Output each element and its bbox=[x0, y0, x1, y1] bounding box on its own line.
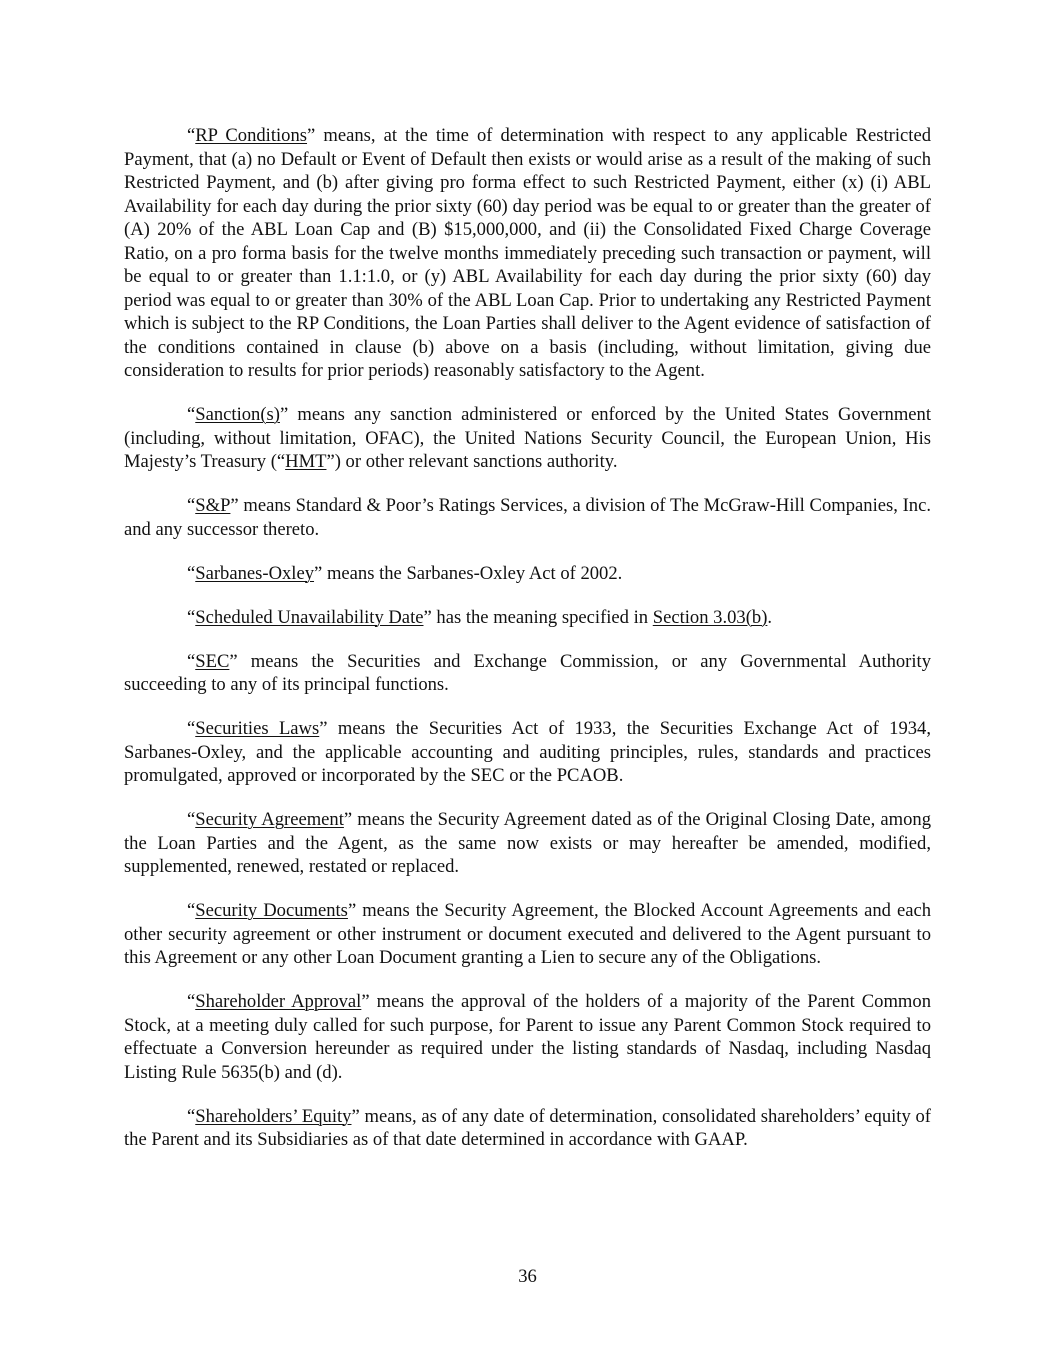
definition-rp-conditions bbox=[124, 124, 931, 383]
definition-sarbanes-oxley bbox=[124, 562, 931, 586]
open-quote: “ bbox=[187, 718, 196, 739]
defined-term: Shareholder Approval bbox=[195, 991, 362, 1012]
open-quote: “ bbox=[187, 900, 196, 921]
defined-term: Sarbanes-Oxley bbox=[195, 562, 315, 584]
definition-text-end: . bbox=[767, 606, 773, 628]
definition-text: means the Sarbanes-Oxley Act of 2002. bbox=[322, 562, 623, 584]
close-quote: ” bbox=[314, 562, 323, 584]
open-quote: “ bbox=[187, 125, 196, 146]
open-quote: “ bbox=[187, 562, 196, 584]
defined-term: Securities Laws bbox=[195, 718, 320, 739]
open-quote: “ bbox=[187, 1105, 196, 1127]
defined-term: Security Documents bbox=[195, 900, 348, 921]
definition-text: means the Security Agreement dated as of the Original Closing Date, among the Loan Parties and the Agent, as the same now exists or may hereafter be amended, modified, supplemented, renewed, restated or replaced. bbox=[124, 809, 931, 877]
open-quote: “ bbox=[187, 650, 196, 672]
definition-text: means the Securities Act of 1933, the Securities Exchange Act of 1934, Sarbanes-Oxley, and the applicable accounting and auditing principles, rules, standards and practices promulgated, approved or incorporated by the SEC or the PCAOB. bbox=[124, 718, 932, 786]
definition-text: means, at the time of determination with respect to any applicable Restricted Payment, that (a) no Default or Event of Default then exists or would arise as a result of the making of such Restricted Payment, and (b) after giving pro forma effect to such Restricted Payment, either (x) (i) ABL Availability for each day during the prior sixty (60) day period was be equal to or greater than the greater of (A) 20% of the ABL Loan Cap and (B) $15,000,000, and (ii) the Consolidated Fixed Charge Coverage Ratio, on a pro forma basis for the twelve months immediately preceding such transaction or payment, will be equal to or greater than 1.1:1.0, or (y) ABL Availability for each day during the prior sixty (60) day period was equal to or greater than 30% of the ABL Loan Cap. Prior to undertaking any Restricted Payment which is subject to the RP Conditions, the Loan Parties shall deliver to the Agent evidence of satisfaction of the conditions contained in clause (b) above on a basis (including, without limitation, giving due consideration to results for prior periods) reasonably satisfactory to the Agent. bbox=[124, 125, 931, 381]
close-quote: ” bbox=[279, 404, 289, 425]
close-quote: ” bbox=[351, 1105, 360, 1127]
definition-shareholders-equity bbox=[124, 1105, 931, 1152]
open-quote: “ bbox=[187, 404, 196, 425]
defined-term: SEC bbox=[195, 650, 230, 672]
definition-text: means any sanction administered or enforced by the United States Government (including, without limitation, OFAC), the United Nations Security Council, the European Union, His Majesty’s Treasury (“ bbox=[124, 404, 931, 472]
close-quote: ” bbox=[319, 718, 328, 739]
definition-text-end: ”) or other relevant sanctions authority. bbox=[326, 451, 618, 472]
definition-text: has the meaning specified in bbox=[431, 606, 653, 628]
definition-text: means Standard & Poor’s Ratings Services, a division of The McGraw-Hill Companies, Inc. and any successor thereto. bbox=[124, 495, 931, 540]
defined-term: Shareholders’ Equity bbox=[195, 1105, 352, 1127]
close-quote: ” bbox=[423, 606, 432, 628]
definition-sanctions bbox=[124, 403, 931, 474]
open-quote: “ bbox=[187, 606, 196, 628]
inner-defined-term: HMT bbox=[285, 451, 327, 472]
close-quote: ” bbox=[361, 991, 370, 1012]
open-quote: “ bbox=[187, 495, 196, 516]
definition-scheduled-unavailability-date bbox=[124, 606, 931, 630]
defined-term: Security Agreement bbox=[195, 809, 344, 830]
page-number: 36 bbox=[518, 1266, 537, 1287]
definition-security-agreement bbox=[124, 808, 931, 879]
close-quote: ” bbox=[343, 809, 353, 830]
definition-text: means the approval of the holders of a majority of the Parent Common Stock, at a meeting duly called for such purpose, for Parent to issue any Parent Common Stock required to effectuate a Conversion hereunder as required under the listing standards of Nasdaq, including Nasdaq Listing Rule 5635(b) and (d). bbox=[124, 991, 931, 1083]
open-quote: “ bbox=[187, 991, 196, 1012]
defined-term: RP Conditions bbox=[195, 125, 308, 146]
defined-term: Scheduled Unavailability Date bbox=[195, 606, 424, 628]
document-page bbox=[124, 124, 931, 1172]
section-reference-link[interactable]: Section 3.03(b) bbox=[652, 606, 768, 628]
definition-shareholder-approval bbox=[124, 990, 931, 1084]
close-quote: ” bbox=[229, 650, 238, 672]
open-quote: “ bbox=[187, 809, 196, 830]
definition-text: means, as of any date of determination, consolidated shareholders’ equity of the Parent and its Subsidiaries as of that date determined in accordance with GAAP. bbox=[124, 1105, 931, 1150]
definition-s-and-p bbox=[124, 494, 931, 541]
definition-text: means the Security Agreement, the Blocked Account Agreements and each other security agreement or other instrument or document executed and delivered to the Agent pursuant to this Agreement or any other Loan Document granting a Lien to secure any of the Obligations. bbox=[124, 900, 931, 968]
definition-securities-laws bbox=[124, 717, 931, 788]
definition-text: means the Securities and Exchange Commission, or any Governmental Authority succeeding to any of its principal functions. bbox=[124, 650, 931, 695]
close-quote: ” bbox=[347, 900, 357, 921]
definition-security-documents bbox=[124, 899, 931, 970]
defined-term: S&P bbox=[195, 495, 231, 516]
close-quote: ” bbox=[307, 125, 316, 146]
definition-sec bbox=[124, 650, 931, 697]
close-quote: ” bbox=[230, 495, 239, 516]
defined-term: Sanction(s) bbox=[195, 404, 280, 425]
